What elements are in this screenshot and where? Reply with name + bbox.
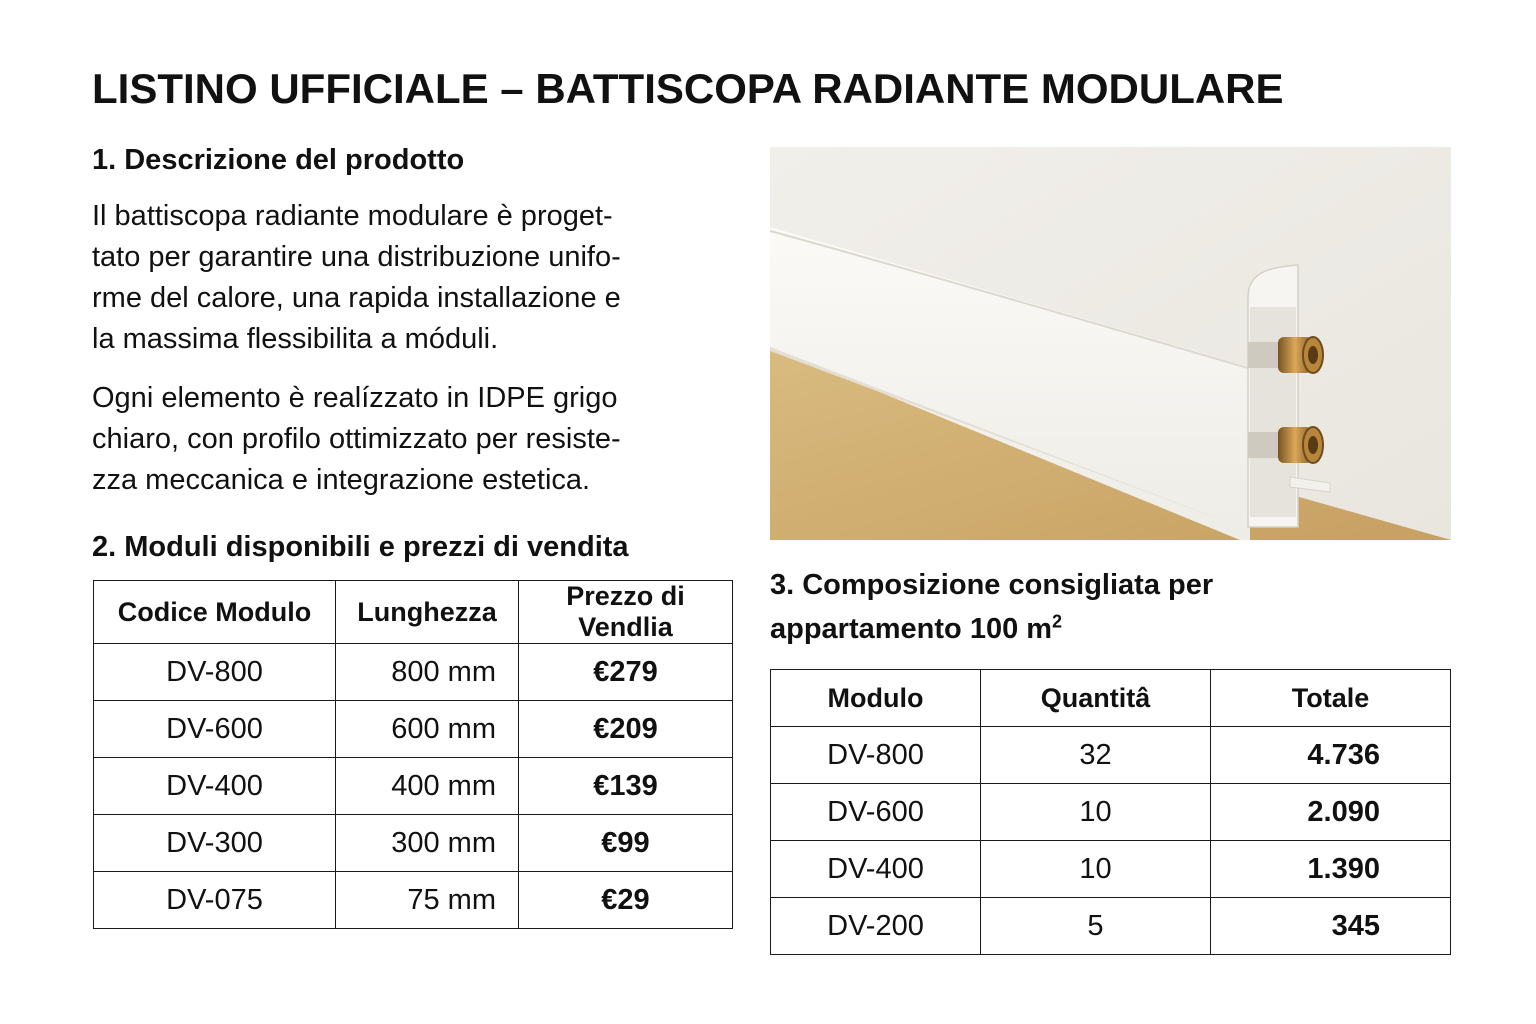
- module-quantity: 32: [981, 727, 1211, 784]
- module-length: 400 mm: [336, 758, 519, 815]
- module-quantity: 10: [981, 841, 1211, 898]
- column-header: Quantitâ: [981, 670, 1211, 727]
- column-header: Modulo: [771, 670, 981, 727]
- table-row: [94, 758, 733, 815]
- column-header: Lunghezza: [336, 581, 519, 644]
- table-row: [94, 644, 733, 701]
- composition-table: [770, 669, 1451, 955]
- module-price: €99: [519, 815, 733, 872]
- module-code: DV-600: [94, 701, 336, 758]
- module-code: DV-200: [771, 898, 981, 955]
- paragraph-line: la massima flessibilita a móduli.: [92, 323, 499, 355]
- paragraph-line: chiaro, con profilo ottimizzato per resiste-: [92, 423, 621, 455]
- module-code: DV-400: [94, 758, 336, 815]
- baseboard-radiator-photo: [770, 147, 1451, 540]
- module-code: DV-075: [94, 872, 336, 929]
- module-length: 75 mm: [336, 872, 519, 929]
- description-paragraph-1: [92, 196, 742, 360]
- paragraph-line: zza meccanica e integrazione estetica.: [92, 464, 591, 496]
- superscript-two: 2: [1052, 611, 1063, 632]
- section-1-heading: 1. Descrizione del prodotto: [92, 144, 465, 176]
- section-3-heading-line-2: [770, 611, 1062, 647]
- module-price: €29: [519, 872, 733, 929]
- module-price: €209: [519, 701, 733, 758]
- module-code: DV-600: [771, 784, 981, 841]
- module-code: DV-800: [94, 644, 336, 701]
- paragraph-line: Ogni elemento è realízzato in IDPE grigo: [92, 382, 618, 414]
- section-2-heading: 2. Moduli disponibili e prezzi di vendita: [92, 531, 629, 563]
- column-header: Codice Modulo: [94, 581, 336, 644]
- paragraph-line: rme del calore, una rapida installazione e: [92, 282, 621, 314]
- section-3-heading-text: appartamento 100 m: [770, 613, 1053, 645]
- module-total: 1.390: [1211, 841, 1451, 898]
- paragraph-line: tato per garantire una distribuzione unifo-: [92, 241, 621, 273]
- section-3-heading: 3. Composizione consigliata per: [770, 569, 1214, 601]
- pipe-fitting-bottom: [1248, 427, 1323, 463]
- table-row: [94, 872, 733, 929]
- module-total: 345: [1211, 898, 1451, 955]
- table-row: [94, 815, 733, 872]
- table-header-row: [771, 670, 1451, 727]
- module-price: €139: [519, 758, 733, 815]
- module-length: 600 mm: [336, 701, 519, 758]
- table-row: [94, 701, 733, 758]
- module-code: DV-400: [771, 841, 981, 898]
- module-price: €279: [519, 644, 733, 701]
- module-code: DV-800: [771, 727, 981, 784]
- table-row: [771, 784, 1451, 841]
- table-row: [771, 841, 1451, 898]
- table-row: [771, 727, 1451, 784]
- module-total: 4.736: [1211, 727, 1451, 784]
- module-length: 300 mm: [336, 815, 519, 872]
- column-header: Totale: [1211, 670, 1451, 727]
- module-quantity: 10: [981, 784, 1211, 841]
- paragraph-line: Il battiscopa radiante modulare è proget-: [92, 200, 613, 232]
- module-total: 2.090: [1211, 784, 1451, 841]
- module-quantity: 5: [981, 898, 1211, 955]
- module-code: DV-300: [94, 815, 336, 872]
- column-header: Prezzo di Vendlia: [519, 581, 733, 644]
- table-header-row: [94, 581, 733, 644]
- module-length: 800 mm: [336, 644, 519, 701]
- page-title: LISTINO UFFICIALE – BATTISCOPA RADIANTE MODULARE: [92, 65, 1284, 112]
- description-paragraph-2: [92, 378, 742, 501]
- modules-price-table: [93, 580, 733, 929]
- pipe-fitting-top: [1248, 337, 1323, 373]
- table-row: [771, 898, 1451, 955]
